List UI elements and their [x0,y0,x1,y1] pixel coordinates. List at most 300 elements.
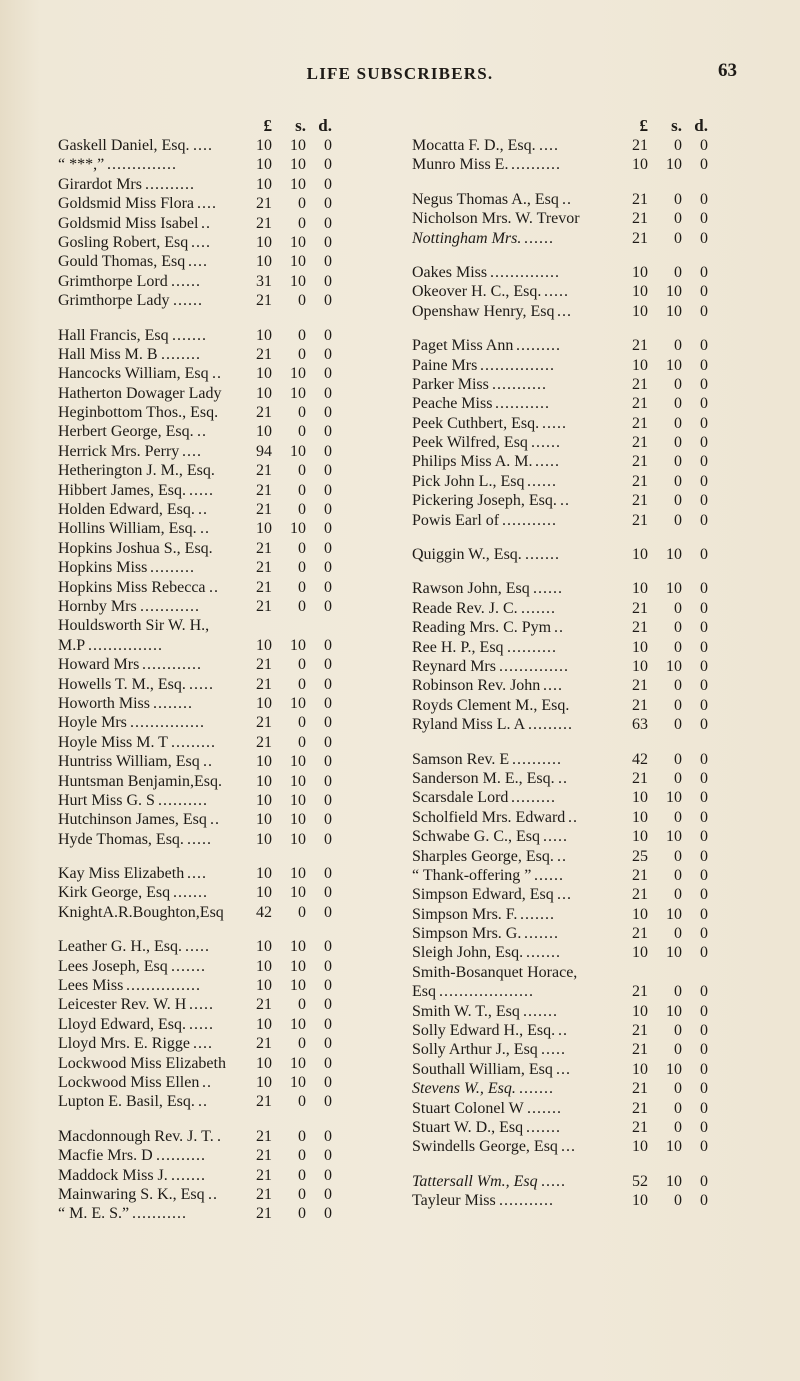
subscriber-name: Leather G. H., Esq. [58,938,182,956]
amount-shillings: 0 [298,345,306,363]
dot-leader: ..... [185,938,210,956]
amount-pence: 0 [324,733,332,751]
dot-leader: ........... [495,395,550,413]
section-gap [412,321,712,336]
amount-pence: 0 [700,828,708,846]
amount-pounds: 21 [256,1127,272,1145]
amount-pence: 0 [700,599,708,617]
amount-pounds: 10 [632,356,648,374]
subscriber-row [58,976,336,995]
subscriber-name: Hornby Mrs [58,597,137,615]
dot-leader: ....... [519,1080,554,1098]
subscriber-row [58,675,336,694]
subscriber-row [412,769,712,788]
subscriber-row [412,282,712,301]
subscriber-row [412,963,712,982]
amount-pence: 0 [700,356,708,374]
subscriber-name: Hopkins Miss Rebecca [58,578,206,596]
amount-pounds: 21 [632,337,648,355]
amount-pounds: 21 [256,195,272,213]
subscriber-row [412,414,712,433]
amount-shillings: 10 [290,156,306,174]
subscriber-name: Okeover H. C., Esq. [412,283,542,301]
subscriber-name: Southall William, Esq [412,1060,553,1078]
subscriber-name: Hoyle Mrs [58,714,127,732]
amount-shillings: 10 [290,694,306,712]
amount-pounds: 21 [632,599,648,617]
amount-pence: 0 [700,1118,708,1136]
amount-pence: 0 [700,1060,708,1078]
subscriber-row [412,1060,712,1079]
subscriber-row [412,491,712,510]
subscriber-row [412,356,712,375]
subscriber-row [58,733,336,752]
subscriber-name: Openshaw Henry, Esq [412,302,555,320]
subscriber-name: Hopkins Miss [58,559,148,577]
amount-pence: 0 [700,925,708,943]
amount-pounds: 21 [632,229,648,247]
dot-leader: .. [197,423,207,441]
subscriber-row [58,597,336,616]
dot-leader: ........... [499,1192,554,1210]
amount-pounds: 10 [632,580,648,598]
subscriber-row [412,827,712,846]
subscriber-row [58,694,336,713]
amount-pounds: 21 [632,472,648,490]
amount-shillings: 0 [674,434,682,452]
dot-leader: ......... [150,559,195,577]
subscriber-name: Lees Miss [58,977,124,995]
subscriber-name: Powis Earl of [412,511,500,529]
amount-pence: 0 [324,1073,332,1091]
dot-leader: ............... [130,714,205,732]
subscriber-row [412,905,712,924]
amount-pounds: 21 [256,292,272,310]
dot-leader: ........... [492,375,547,393]
pounds-heading: £ [263,116,272,135]
amount-pence: 0 [324,636,332,654]
subscriber-row [58,403,336,422]
subscriber-row [58,175,336,194]
amount-pence: 0 [324,481,332,499]
subscriber-name: Scarsdale Lord [412,789,509,807]
subscriber-name: Hall Miss M. B [58,345,158,363]
amount-shillings: 0 [674,1080,682,1098]
amount-shillings: 10 [290,253,306,271]
amount-pounds: 10 [256,326,272,344]
dot-leader: ... [557,302,572,320]
dot-leader: ........... [502,511,557,529]
amount-pounds: 10 [256,384,272,402]
subscriber-row [412,1040,712,1059]
amount-pounds: 63 [632,716,648,734]
subscriber-row [58,616,336,635]
subscriber-name: Howard Mrs [58,656,140,674]
amount-shillings: 0 [674,925,682,943]
dot-leader: .. [202,1073,212,1091]
amount-pounds: 21 [256,345,272,363]
amount-pence: 0 [324,462,332,480]
amount-pence: 0 [324,865,332,883]
amount-shillings: 0 [298,214,306,232]
amount-pounds: 21 [632,210,648,228]
amount-shillings: 10 [290,865,306,883]
amount-pounds: 10 [256,423,272,441]
amount-pence: 0 [700,472,708,490]
amount-shillings: 10 [666,580,682,598]
amount-pence: 0 [700,1022,708,1040]
subscriber-name: Scholfield Mrs. Edward [412,808,566,826]
subscriber-row [412,511,712,530]
subscriber-name: Macfie Mrs. D [58,1147,153,1165]
amount-pence: 0 [324,996,332,1014]
amount-shillings: 10 [290,938,306,956]
amount-pence: 0 [700,657,708,675]
amount-pence: 0 [324,694,332,712]
amount-shillings: 0 [674,1099,682,1117]
amount-shillings: 0 [674,886,682,904]
amount-pounds: 10 [632,944,648,962]
amount-shillings: 10 [666,828,682,846]
subscriber-name: Girardot Mrs [58,175,142,193]
subscriber-name: Paine Mrs [412,356,478,374]
subscriber-row [58,384,336,403]
amount-shillings: 10 [290,884,306,902]
amount-pounds: 21 [632,677,648,695]
amount-shillings: 0 [674,453,682,471]
section-gap [58,311,336,326]
dot-leader: ....... [171,1166,206,1184]
subscriber-name: Hutchinson James, Esq [58,811,207,829]
amount-shillings: 0 [674,847,682,865]
amount-pence: 0 [700,414,708,432]
pounds-heading: £ [639,116,648,135]
amount-pence: 0 [324,253,332,271]
pence-heading: d. [318,116,332,135]
subscriber-row [412,788,712,807]
subscriber-row [58,345,336,364]
subscriber-row [58,713,336,732]
amount-pounds: 10 [256,694,272,712]
subscriber-row [58,214,336,233]
dot-leader: .... [193,1035,213,1053]
dot-leader: .. [560,492,570,510]
subscriber-name: Hurt Miss G. S [58,791,155,809]
section-gap [412,530,712,545]
subscriber-row [58,1015,336,1034]
subscriber-row [58,1054,336,1073]
subscriber-name: Herbert George, Esq. [58,423,194,441]
subscriber-name: Grimthorpe Lord [58,272,168,290]
amount-shillings: 0 [674,492,682,510]
subscriber-row [58,233,336,252]
amount-pounds: 21 [256,1166,272,1184]
amount-pence: 0 [700,434,708,452]
amount-shillings: 10 [290,137,306,154]
subscriber-name: Holden Edward, Esq. [58,501,195,519]
subscriber-row [412,394,712,413]
subscriber-row [412,136,712,155]
dot-leader: ..... [541,1172,566,1190]
dot-leader: ....... [523,1002,558,1020]
amount-shillings: 0 [674,375,682,393]
subscriber-name: Goldsmid Miss Isabel [58,214,199,232]
amount-pence: 0 [700,944,708,962]
amount-pence: 0 [324,830,332,848]
subscriber-name: Ree H. P., Esq [412,638,504,656]
subscriber-name: Hibbert James, Esq. [58,481,186,499]
amount-shillings: 0 [298,996,306,1014]
amount-shillings: 0 [674,1118,682,1136]
amount-pounds: 10 [256,977,272,995]
subscriber-row [58,830,336,849]
subscriber-row [412,982,712,1001]
amount-pounds: 10 [256,156,272,174]
amount-shillings: 0 [674,337,682,355]
dot-leader: ...... [534,866,564,884]
amount-pounds: 10 [632,808,648,826]
subscriber-name: Mainwaring S. K., Esq [58,1185,205,1203]
amount-pounds: 10 [632,1138,648,1156]
amount-shillings: 10 [666,156,682,174]
amount-shillings: 10 [290,957,306,975]
amount-shillings: 0 [298,326,306,344]
amount-shillings: 0 [298,195,306,213]
subscriber-name: Kay Miss Elizabeth [58,865,185,883]
amount-pounds: 10 [632,1192,648,1210]
amount-pounds: 10 [256,636,272,654]
subscriber-name: Gosling Robert, Esq [58,233,189,251]
amount-pounds: 21 [632,395,648,413]
subscriber-name: Leicester Rev. W. H [58,996,187,1014]
amount-pence: 0 [324,977,332,995]
amount-pounds: 21 [256,1093,272,1111]
dot-leader: .... [187,865,207,883]
amount-pence: 0 [324,326,332,344]
amount-pounds: 21 [632,925,648,943]
amount-pounds: 21 [632,1022,648,1040]
subscriber-row [58,772,336,791]
amount-pounds: 21 [632,492,648,510]
subscriber-name: Houldsworth Sir W. H., [58,617,210,635]
dot-leader: ..... [544,283,569,301]
amount-shillings: 10 [290,977,306,995]
amount-pence: 0 [700,789,708,807]
amount-pence: 0 [700,337,708,355]
subscriber-row [412,209,712,228]
amount-pounds: 10 [256,1015,272,1033]
subscriber-name: Lupton E. Basil, Esq. [58,1093,195,1111]
amount-pence: 0 [700,375,708,393]
amount-pounds: 10 [256,772,272,790]
dot-leader: ....... [521,599,556,617]
dot-leader: ........ [161,345,201,363]
subscriber-name: Tayleur Miss [412,1192,496,1210]
subscriber-row [412,866,712,885]
subscriber-row [412,1021,712,1040]
amount-pounds: 10 [256,520,272,538]
subscriber-name: Peek Wilfred, Esq [412,434,528,452]
dot-leader: .. [558,769,568,787]
subscriber-row [412,375,712,394]
amount-shillings: 0 [674,983,682,1001]
dot-leader: .. [554,619,564,637]
amount-shillings: 10 [290,365,306,383]
amount-shillings: 0 [298,714,306,732]
dot-leader: .... [188,253,208,271]
amount-shillings: 10 [666,302,682,320]
amount-pence: 0 [700,511,708,529]
dot-leader: .. [558,1022,568,1040]
amount-pounds: 10 [632,828,648,846]
subscriber-row [58,1166,336,1185]
subscriber-name: Stevens W., Esq. [412,1080,516,1098]
subscriber-row [412,433,712,452]
amount-pence: 0 [324,1054,332,1072]
amount-pounds: 21 [256,1205,272,1223]
amount-pounds: 21 [632,1080,648,1098]
subscriber-row [58,752,336,771]
amount-pence: 0 [324,214,332,232]
dot-leader: ............... [480,356,555,374]
amount-pence: 0 [700,808,708,826]
amount-pounds: 21 [256,539,272,557]
amount-pounds: 10 [632,789,648,807]
subscriber-row [412,579,712,598]
subscriber-name: Huntsman Benjamin,Esq. [58,772,222,790]
subscriber-row [412,1099,712,1118]
amount-shillings: 0 [298,578,306,596]
amount-pence: 0 [700,619,708,637]
amount-shillings: 0 [674,696,682,714]
dot-leader: ....... [526,944,561,962]
dot-leader: ... [557,886,572,904]
subscriber-name: Munro Miss E. [412,156,509,174]
dot-leader: ............ [140,597,200,615]
subscriber-row [412,545,712,564]
dot-leader: .. [201,214,211,232]
subscriber-name: Lockwood Miss Elizabeth [58,1054,226,1072]
amount-pounds: 21 [632,769,648,787]
amount-shillings: 0 [674,866,682,884]
subscriber-row [58,1073,336,1092]
amount-pounds: 10 [632,1002,648,1020]
amount-pounds: 21 [632,1099,648,1117]
dot-leader: .......... [145,175,195,193]
amount-pounds: 21 [632,375,648,393]
amount-pounds: 21 [632,511,648,529]
dot-leader: ..... [187,830,212,848]
amount-pence: 0 [324,791,332,809]
subscriber-name: Herrick Mrs. Perry [58,442,180,460]
subscriber-name: Negus Thomas A., Esq [412,190,559,208]
amount-pounds: 21 [256,597,272,615]
amount-pence: 0 [324,957,332,975]
subscriber-name: Nicholson Mrs. W. Trevor [412,210,580,228]
amount-shillings: 0 [298,462,306,480]
amount-pence: 0 [324,1166,332,1184]
amount-pence: 0 [700,769,708,787]
subscriber-name: Mocatta F. D., Esq. [412,137,536,154]
amount-shillings: 0 [674,716,682,734]
amount-pence: 0 [700,395,708,413]
dot-leader: ..... [543,828,568,846]
amount-pounds: 21 [256,462,272,480]
subscriber-row [58,500,336,519]
amount-pence: 0 [324,559,332,577]
amount-pounds: 10 [632,283,648,301]
amount-shillings: 0 [674,414,682,432]
dot-leader: .. [198,1093,208,1111]
amount-shillings: 0 [298,656,306,674]
amount-pence: 0 [324,233,332,251]
amount-pounds: 10 [256,811,272,829]
amount-pounds: 21 [632,137,648,154]
section-gap [58,1112,336,1127]
amount-shillings: 0 [674,395,682,413]
subscriber-name: Sanderson M. E., Esq. [412,769,555,787]
amount-pounds: 21 [256,214,272,232]
subscriber-name: Rawson John, Esq [412,580,530,598]
amount-shillings: 0 [298,675,306,693]
dot-leader: ...... [173,292,203,310]
subscriber-name: Sleigh John, Esq. [412,944,524,962]
amount-pounds: 10 [256,175,272,193]
amount-pence: 0 [324,272,332,290]
subscriber-row [58,252,336,271]
amount-shillings: 0 [298,1093,306,1111]
amount-shillings: 0 [298,1035,306,1053]
amount-pence: 0 [324,1015,332,1033]
subscriber-name: Lloyd Mrs. E. Rigge [58,1035,190,1053]
dot-leader: ....... [527,1099,562,1117]
dot-leader: ..... [189,996,214,1014]
amount-pence: 0 [324,578,332,596]
amount-pence: 0 [700,677,708,695]
subscriber-name: “ ***,” [58,156,105,174]
subscriber-name: Kirk George, Esq [58,884,171,902]
subscriber-name: Smith W. T., Esq [412,1002,520,1020]
subscriber-column-left [58,116,336,1224]
subscriber-row [58,1034,336,1053]
amount-pence: 0 [700,1080,708,1098]
dot-leader: ...... [527,472,557,490]
amount-pence: 0 [700,190,708,208]
dot-leader: .......... [507,638,557,656]
amount-pounds: 42 [256,903,272,921]
subscriber-row [412,1002,712,1021]
amount-pence: 0 [700,750,708,768]
shillings-heading: s. [671,116,682,135]
amount-pounds: 94 [256,442,272,460]
subscriber-column-right [412,116,712,1211]
subscriber-name: Gaskell Daniel, Esq. [58,137,190,154]
dot-leader: .... [193,137,213,154]
subscriber-row [58,578,336,597]
subscriber-row [412,847,712,866]
subscriber-name: Parker Miss [412,375,489,393]
amount-pounds: 10 [256,884,272,902]
dot-leader: ....... [172,326,207,344]
section-gap [412,564,712,579]
amount-shillings: 0 [298,1185,306,1203]
subscriber-row [58,1146,336,1165]
dot-leader: .............. [107,156,177,174]
subscriber-name: Solly Edward H., Esq. [412,1022,556,1040]
subscriber-name: Esq [412,983,436,1001]
amount-pounds: 10 [632,905,648,923]
amount-pence: 0 [324,884,332,902]
